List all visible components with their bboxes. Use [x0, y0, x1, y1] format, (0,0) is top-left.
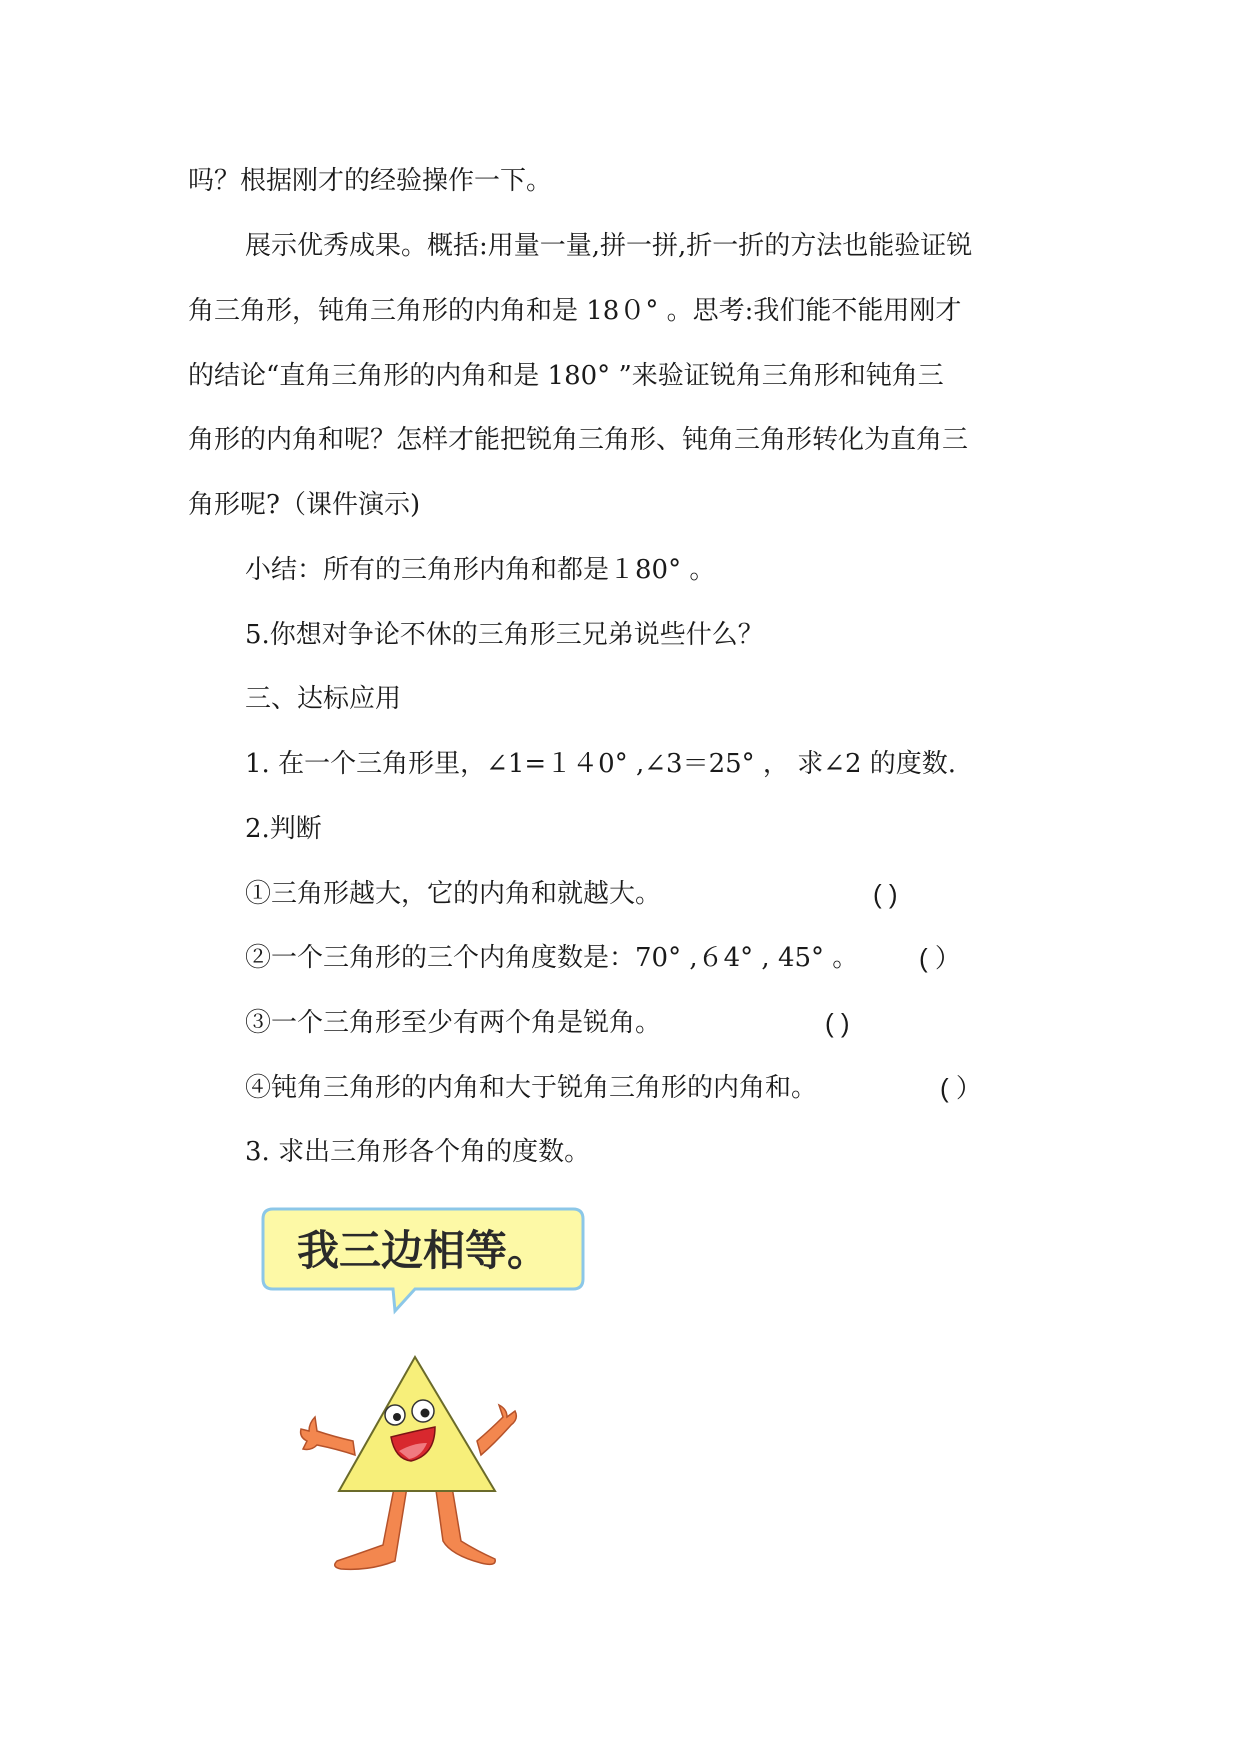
- triangle-body: [339, 1357, 495, 1491]
- paragraph-line: 角形呢?（课件演示): [188, 490, 421, 520]
- question-3: 3. 求出三角形各个角的度数。: [245, 1137, 591, 1167]
- answer-blank-3: ( ): [825, 1008, 850, 1038]
- summary-line: 小结：所有的三角形内角和都是１80° 。: [245, 555, 716, 585]
- paragraph-line: 角形的内角和呢？怎样才能把锐角三角形、钝角三角形转化为直角三: [188, 425, 969, 455]
- answer-blank-2: ( ）: [919, 943, 961, 973]
- character-legs: [335, 1481, 495, 1569]
- question-5: 5.你想对争论不休的三角形三兄弟说些什么？: [245, 620, 764, 650]
- section-heading: 三、达标应用: [245, 684, 402, 714]
- speech-bubble: [263, 1209, 583, 1311]
- paragraph-line: 吗？根据刚才的经验操作一下。: [188, 166, 553, 196]
- answer-blank-4: ( ）: [940, 1073, 982, 1103]
- speech-bubble-text: 我三边相等。: [296, 1226, 550, 1275]
- triangle-character-illustration: [245, 1205, 605, 1575]
- paragraph-line: 展示优秀成果。概括:用量一量,拼一拼,折一折的方法也能验证锐: [245, 231, 973, 261]
- paragraph-line: 的结论“直角三角形的内角和是 180° ”来验证锐角三角形和钝角三: [188, 361, 944, 391]
- judge-item-1: ①三角形越大，它的内角和就越大。: [245, 879, 662, 909]
- judge-item-3: ③一个三角形至少有两个角是锐角。: [245, 1008, 662, 1038]
- question-1: 1. 在一个三角形里，∠1=１４0° ,∠3＝25° ， 求∠2 的度数.: [245, 749, 957, 779]
- question-2-title: 2.判断: [245, 814, 322, 844]
- judge-item-4: ④钝角三角形的内角和大于锐角三角形的内角和。: [245, 1073, 818, 1103]
- paragraph-line: 角三角形，钝角三角形的内角和是 18０° 。思考:我们能不能用刚才: [188, 296, 962, 326]
- answer-blank-1: ( ): [873, 879, 898, 909]
- judge-item-2: ②一个三角形的三个内角度数是：70° ,６4° , 45° 。: [245, 943, 859, 973]
